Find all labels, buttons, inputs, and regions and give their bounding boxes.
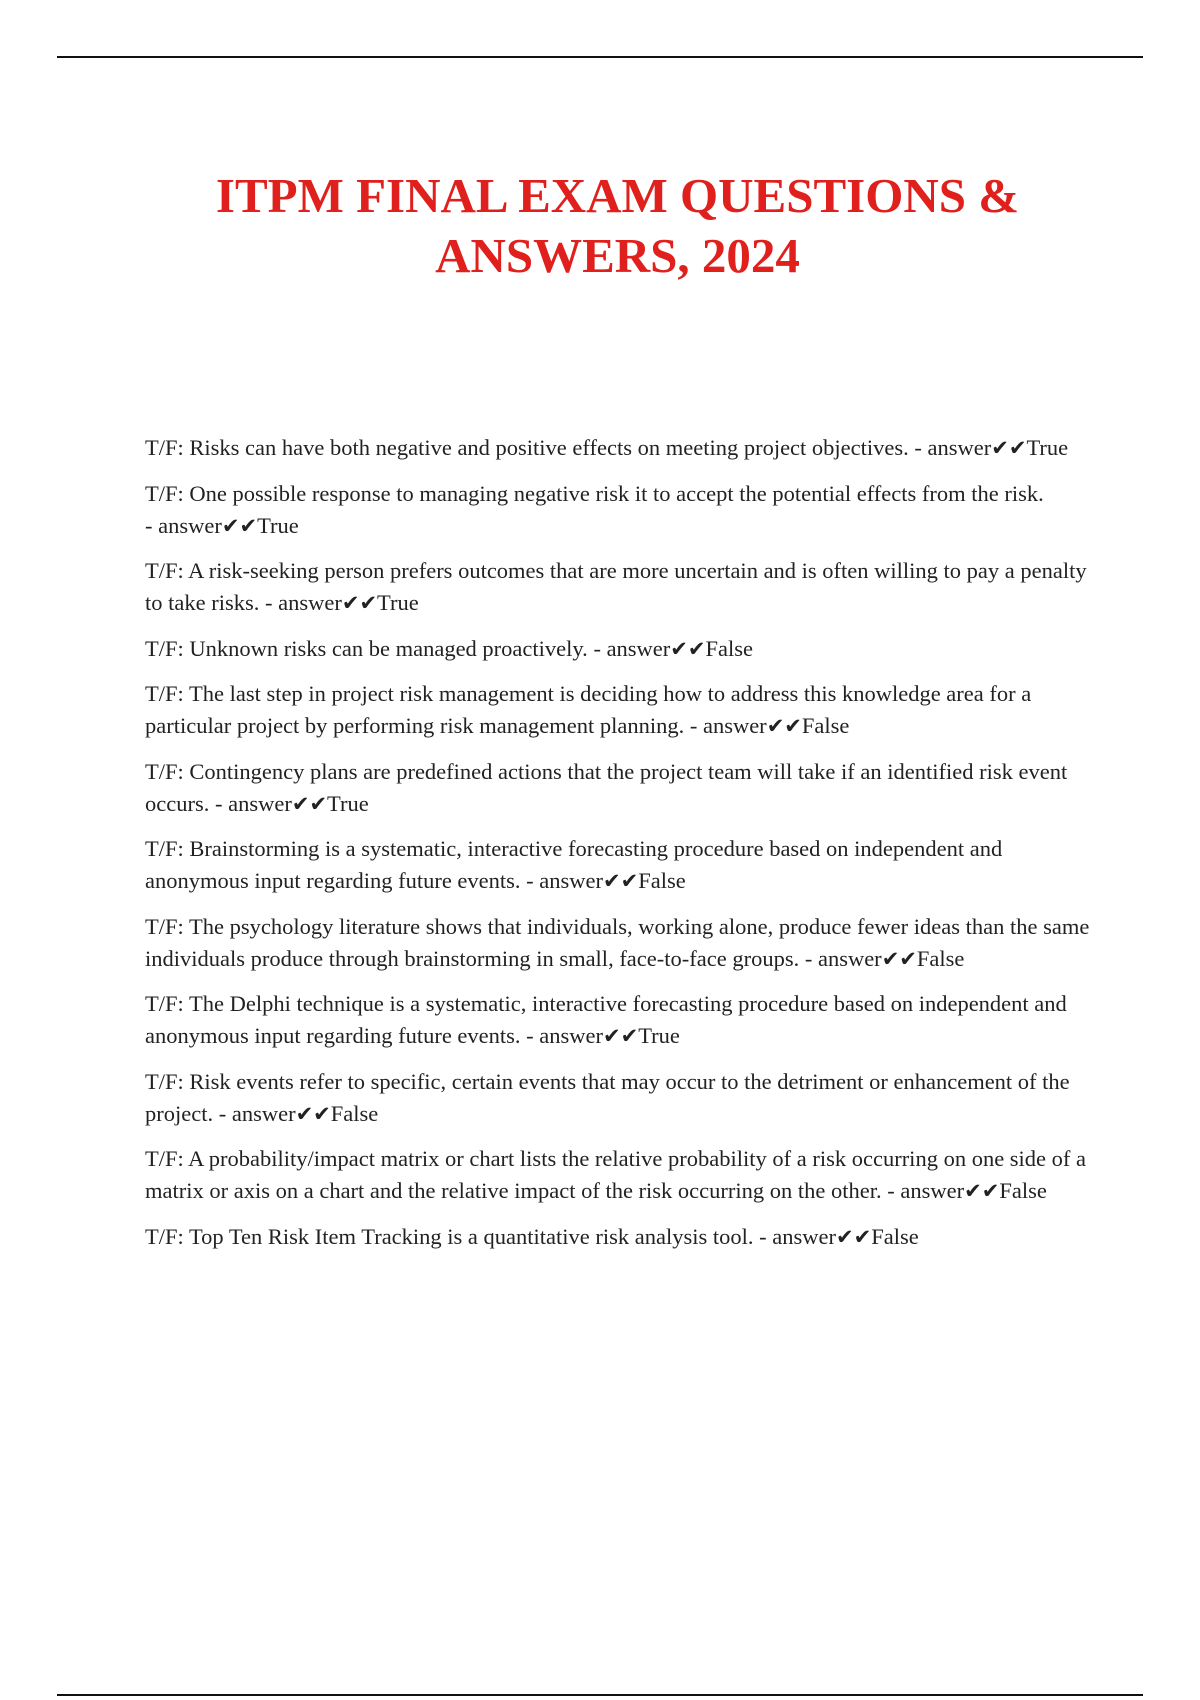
question-text: T/F: The psychology literature shows that individuals, working alone, produce fewer ideas than the same individuals produce through brainstorming in small, face-to-face groups. — [145, 913, 1090, 971]
answer-value: False — [330, 1100, 379, 1126]
question-item — [145, 1143, 1090, 1207]
check-marks-icon: ✔✔ — [221, 513, 258, 538]
answer-label: answer — [158, 512, 222, 538]
question-text: T/F: Top Ten Risk Item Tracking is a quantitative risk analysis tool. — [145, 1223, 754, 1249]
answer-separator: - — [520, 1023, 540, 1048]
question-text: T/F: Contingency plans are predefined actions that the project team will take if an identified risk event occurs. — [145, 758, 1068, 816]
answer-separator: - — [213, 1100, 232, 1126]
document-title: ITPM FINAL EXAM QUESTIONS & ANSWERS, 2024 — [215, 168, 1020, 283]
question-item — [145, 432, 1090, 464]
question-text: T/F: One possible response to managing negative risk it to accept the potential effects from the risk. — [145, 480, 1044, 506]
answer-label: answer — [539, 868, 604, 893]
check-marks-icon: ✔✔ — [991, 436, 1027, 460]
question-text: T/F: A probability/impact matrix or chart lists the relative probability of a risk occurring on one side of a matrix or axis on a chart and the relative impact of the risk occurring on the other. — [145, 1146, 1087, 1203]
answer-value: False — [801, 713, 850, 738]
question-item — [145, 756, 1090, 820]
question-item — [145, 678, 1090, 742]
answer-label: answer — [231, 1100, 296, 1126]
answer-value: False — [871, 1223, 919, 1249]
answer-separator: - — [259, 590, 279, 615]
question-item — [145, 1066, 1090, 1130]
answer-value: True — [1026, 435, 1069, 460]
bottom-rule — [57, 1694, 1143, 1696]
question-item — [145, 988, 1090, 1052]
check-marks-icon: ✔✔ — [341, 591, 378, 615]
check-marks-icon: ✔✔ — [291, 791, 328, 816]
question-text: T/F: Brainstorming is a systematic, interactive forecasting procedure based on independent and anonymous input regarding future events. — [145, 836, 1003, 893]
answer-label: answer — [927, 435, 992, 460]
question-item — [145, 833, 1090, 897]
answer-label: answer — [539, 1023, 604, 1048]
answer-value: True — [638, 1023, 680, 1048]
answer-separator: - — [753, 1223, 773, 1249]
answer-separator: - — [684, 713, 703, 738]
question-list — [145, 432, 1090, 1266]
answer-value: False — [705, 635, 753, 661]
check-marks-icon: ✔✔ — [295, 1101, 331, 1126]
answer-label: answer — [772, 1223, 836, 1249]
question-item — [145, 1221, 1090, 1253]
question-item — [145, 911, 1090, 975]
answer-separator: - — [520, 868, 540, 893]
answer-label: answer — [900, 1178, 965, 1203]
question-text: T/F: A risk-seeking person prefers outcomes that are more uncertain and is often willing to pay a penalty to take risks. — [145, 558, 1087, 615]
check-marks-icon: ✔✔ — [670, 636, 706, 661]
question-item — [145, 478, 1090, 542]
answer-label: answer — [228, 790, 292, 816]
answer-separator: - — [799, 945, 818, 971]
check-marks-icon: ✔✔ — [964, 1179, 1000, 1203]
answer-label: answer — [606, 635, 671, 661]
check-marks-icon: ✔✔ — [881, 946, 917, 971]
question-item — [145, 633, 1090, 665]
answer-separator: - — [145, 512, 159, 538]
check-marks-icon: ✔✔ — [766, 714, 802, 738]
question-text: T/F: Unknown risks can be managed proactively. — [145, 635, 588, 661]
check-marks-icon: ✔✔ — [603, 1024, 639, 1048]
question-text: T/F: Risks can have both negative and positive effects on meeting project objectives. — [145, 435, 909, 460]
question-item — [145, 555, 1090, 619]
answer-value: True — [257, 512, 299, 538]
question-text: T/F: Risk events refer to specific, certain events that may occur to the detriment or enhancement of the project. — [145, 1068, 1070, 1126]
answer-separator: - — [209, 790, 229, 816]
answer-value: False — [916, 945, 965, 971]
answer-value: False — [638, 868, 686, 893]
check-marks-icon: ✔✔ — [603, 869, 639, 893]
answer-separator: - — [881, 1178, 901, 1203]
answer-label: answer — [702, 713, 767, 738]
top-rule — [57, 56, 1143, 58]
question-text: T/F: The Delphi technique is a systematic, interactive forecasting procedure based on independent and anonymous input regarding future events. — [145, 991, 1067, 1048]
answer-value: True — [377, 590, 419, 615]
answer-label: answer — [278, 590, 342, 615]
answer-value: False — [999, 1178, 1047, 1203]
question-text: T/F: The last step in project risk management is deciding how to address this knowledge area for a particular project by performing risk management planning. — [145, 681, 1032, 738]
answer-separator: - — [587, 635, 607, 661]
check-marks-icon: ✔✔ — [835, 1224, 872, 1249]
answer-value: True — [327, 790, 369, 816]
answer-separator: - — [908, 435, 928, 460]
answer-label: answer — [817, 945, 882, 971]
